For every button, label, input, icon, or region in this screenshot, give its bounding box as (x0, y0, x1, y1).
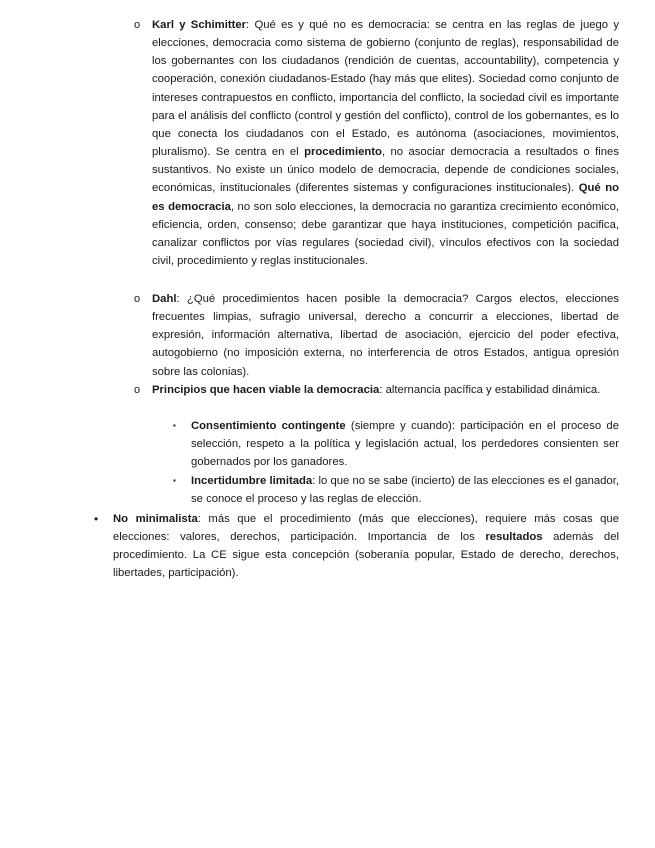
item-heading: Consentimiento contingente (191, 420, 346, 432)
item-heading: Principios que hacen viable la democracia (152, 384, 380, 396)
list-item-karl-schimitter (152, 16, 619, 270)
list-item-text: Consentimiento contingente (siempre y cuando): participación en el proceso de selección, respeto a la política y legislación actual, los perdedores consienten ser gobernados por los ganadores. (191, 420, 619, 469)
list-marker-circle: o (134, 384, 141, 396)
list-item-text: Karl y Schimitter: Qué es y qué no es democracia: se centra en las reglas de juego y elecciones, democracia como sistema de gobierno (conjunto de reglas), responsabilidad de los gobernantes con los ciudadanos (rendición de cuentas, accountability), competencia y cooperación, conexión ciudadanos-Estado (hay más que elites). Sociedad como conjunto de intereses contrapuestos en conflicto, importancia del conflicto, la sociedad civil es importante para el análisis del conflicto (control y gestión del conflicto), control de los gobernantes, es lo que conecta los ciudadanos con el Estado, es autónoma (asociaciones, movimientos, pluralismo). Se centra en el procedimiento, no asociar democracia a resultados o fines sustantivos. No existe un único modelo de democracia, depende de condiciones sociales, económicas, institucionales (diferentes sistemas y configuraciones institucionales). Qué no es democracia, no son solo elecciones, la democracia no garantiza crecimiento económico, eficiencia, orden, consenso; debe garantizar que haya instituciones, competición pacifica, canalizar conflictos por vías regulares (sociedad civil), vínculos efectivos con la sociedad civil, procedimiento y reglas institucionales. (152, 19, 619, 268)
list-item-incertidumbre (191, 472, 619, 508)
list-marker-bullet: • (94, 512, 99, 526)
list-item-no-minimalista (113, 510, 619, 583)
list-item-text: Principios que hacen viable la democracia: alternancia pacífica y estabilidad dinámica. (152, 384, 601, 396)
item-heading: Incertidumbre limitada (191, 475, 313, 487)
keyword-procedimiento: procedimiento (304, 146, 382, 159)
list-marker-square: ▪ (173, 476, 176, 485)
item-heading: Dahl (152, 293, 177, 305)
list-item-text: Incertidumbre limitada: lo que no se sabe (incierto) de las elecciones es el ganador, se conoce el proceso y las reglas de elección. (191, 475, 619, 506)
keyword-que-no-es-democracia: Qué no es democracia (152, 182, 619, 213)
item-heading: Karl y Schimitter (152, 19, 247, 31)
keyword-resultados: resultados (485, 531, 543, 544)
list-item-text: No minimalista: más que el procedimiento (más que elecciones), requiere más cosas que elecciones: valores, derechos, participación. Importancia de los resultados además del procedimiento. La CE sigue esta concepción (soberanía popular, Estado de derecho, derechos, libertades, participación). (113, 513, 619, 580)
list-marker-square: ▪ (173, 421, 176, 430)
list-marker-circle: o (134, 293, 141, 305)
list-marker-circle: o (134, 19, 141, 31)
list-item-dahl (152, 290, 619, 381)
list-item-text: Dahl: ¿Qué procedimientos hacen posible la democracia? Cargos electos, elecciones frecuentes limpias, sufragio universal, derecho a concurrir a elecciones, libertad de expresión, información alternativa, libertad de asociación, ejercicio del poder efectiva, autogobierno (no imposición externa, no interferencia de otros Estados, antigua opresión sobre las colonias). (152, 293, 619, 378)
list-item-principios (152, 381, 619, 399)
item-heading: No minimalista (113, 513, 198, 525)
list-item-consentimiento (191, 417, 619, 471)
